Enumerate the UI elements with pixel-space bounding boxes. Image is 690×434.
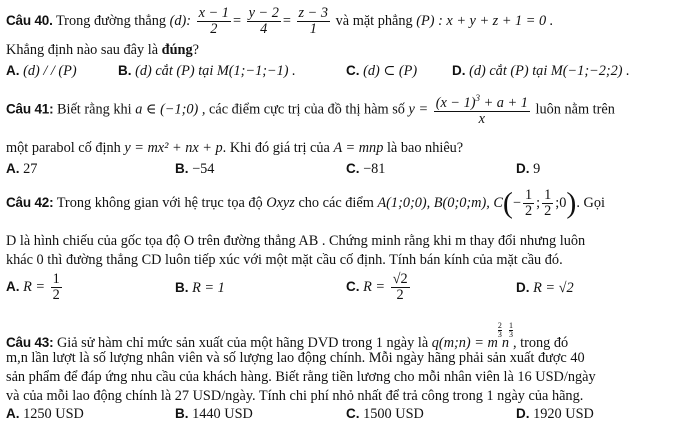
q40-question-pre: Khẳng định nào sau đây là xyxy=(6,42,159,58)
q41-option-b-text: −54 xyxy=(192,161,215,177)
q43-option-b-label: B. xyxy=(175,406,189,421)
q42-option-c[interactable] xyxy=(346,272,412,303)
q40-option-a-text: (d) / / (P) xyxy=(23,63,77,79)
q41-option-d[interactable] xyxy=(516,161,540,178)
q42-points: A(1;0;0), B(0;0;m), C xyxy=(377,194,503,211)
q41-option-c-text: −81 xyxy=(363,161,386,177)
q41-a-expr: A = mnp xyxy=(333,140,384,156)
q42-option-d-label: D. xyxy=(516,280,530,295)
q43-option-c-text: 1500 USD xyxy=(363,406,424,422)
q43-option-d-label: D. xyxy=(516,406,530,421)
q41-line2-pre: một parabol cố định xyxy=(6,140,121,156)
q42-option-c-frac: $\frac{√2}{2}$ xyxy=(392,271,408,303)
q41-number: Câu 41: xyxy=(6,101,54,117)
q40-option-a-label: A. xyxy=(6,63,20,78)
q40-option-d[interactable] xyxy=(452,63,630,80)
q41-stem xyxy=(6,94,615,127)
q41-option-a-label: A. xyxy=(6,161,20,176)
q42-line2: D là hình chiếu của gốc tọa độ O trên đường thẳng AB . Chứng minh rằng khi m thay đổi nhưng luôn xyxy=(6,233,586,249)
q42-option-c-label: C. xyxy=(346,278,360,294)
q42-option-b-text: R = 1 xyxy=(192,280,225,296)
q42-stem: Câu 42: Trong không gian với hệ trục tọa độ Oxyz cho các điểm A(1;0;0), B(0;0;m), C(− $\frac{1}{2}$ ; $\frac{1}{2}$ ;0). Gọi xyxy=(6,186,606,220)
q40-option-c-label: C. xyxy=(346,63,360,78)
q43-exp2: $\frac{1}{3}$ xyxy=(508,321,513,339)
q42-c-frac1: $\frac{1}{2}$ xyxy=(524,187,533,219)
q40-option-b-text: (d) cắt (P) tại M(1;−1;−1) . xyxy=(135,63,296,79)
q40-stem-mid: và mặt phẳng xyxy=(335,12,413,29)
q40-question-post: ? xyxy=(192,42,200,58)
q41-option-b-label: B. xyxy=(175,161,189,176)
q41-option-d-label: D. xyxy=(516,161,530,176)
q43-stem-post: , trong đó xyxy=(512,335,569,351)
q40-option-a[interactable] xyxy=(6,63,77,80)
q41-parabola: y = mx² + nx + p xyxy=(124,140,223,156)
q40-option-b-label: B. xyxy=(118,63,132,78)
q42-c-tail: ;0 xyxy=(555,194,567,211)
q42-option-b[interactable] xyxy=(175,280,225,297)
q40-option-c-text: (d) ⊂ (P) xyxy=(363,63,418,79)
q43-number: Câu 43: xyxy=(6,335,54,350)
q43-function: q(m;n) = m xyxy=(431,335,498,351)
q43-option-b[interactable] xyxy=(175,406,253,423)
q40-stem: Câu 40. Trong đường thẳng (d): $\frac{x - 1}{2}$ = $\frac{y - 2}{4}$ = $\frac{z - 3}{1}$ và mặt phẳng (P) : x + y + z + 1 = 0 . xyxy=(6,5,554,37)
q40-stem-pre: Trong đường thẳng xyxy=(55,12,167,29)
q43-line2: m,n lần lượt là số lượng nhân viên và số lượng lao động chính. Mỗi ngày hãng phải sản xuất được 40 xyxy=(6,350,585,366)
q40-option-d-text: (d) cắt (P) tại M(−1;−2;2) . xyxy=(469,63,630,79)
q40-frac-x: $\frac{x - 1}{2}$ xyxy=(198,5,229,37)
q42-option-b-label: B. xyxy=(175,280,189,295)
q41-option-a-text: 27 xyxy=(23,161,38,177)
q43-option-c[interactable] xyxy=(346,406,424,423)
q43-exp1: $\frac{2}{3}$ xyxy=(497,321,502,339)
q40-option-c[interactable] xyxy=(346,63,417,80)
q43-option-a-text: 1250 USD xyxy=(23,406,84,422)
q40-plane: (P) : x + y + z + 1 = 0 . xyxy=(416,12,554,29)
q41-option-d-text: 9 xyxy=(533,161,541,177)
q41-stem-post: luôn nằm trên xyxy=(535,101,615,118)
q40-question xyxy=(6,42,199,59)
q43-stem xyxy=(6,322,568,352)
q41-stem-pre: Biết rằng khi xyxy=(56,101,132,118)
q43-line4: và của mỗi lao động chính là 27 USD/ngày. Tính chi phí nhỏ nhất để trả công trong 1 ngày của hãng. xyxy=(6,388,584,404)
q41-function-fraction: $\frac{(x - 1)^3 + a + 1}{x}$ xyxy=(435,93,528,127)
q41-option-b[interactable] xyxy=(175,161,214,178)
q43-option-b-text: 1440 USD xyxy=(192,406,253,422)
q43-stem-pre: Giả sử hàm chỉ mức sản xuất của một hãng DVD trong 1 ngày là xyxy=(56,335,429,351)
q42-system: Oxyz xyxy=(266,194,295,211)
q43-line3: sản phẩm để đáp ứng nhu cầu của khách hàng. Biết rằng tiền lương cho mỗi nhân viên là 16 USD/ngày xyxy=(6,369,596,385)
q40-option-d-label: D. xyxy=(452,63,466,78)
q40-number: Câu 40. xyxy=(6,12,53,28)
q43-option-d-text: 1920 USD xyxy=(533,406,594,422)
q40-frac-y: $\frac{y - 2}{4}$ xyxy=(248,5,279,37)
q40-line-name: (d): xyxy=(169,12,192,29)
q42-option-a-pre: R = xyxy=(23,278,46,295)
q42-stem-post: . Gọi xyxy=(576,194,606,211)
q42-option-a-frac: $\frac{1}{2}$ xyxy=(52,271,60,303)
q42-stem-mid: cho các điểm xyxy=(298,194,374,211)
q41-line2-mid: . Khi đó giá trị của xyxy=(222,140,330,156)
q42-option-a[interactable] xyxy=(6,272,64,303)
q40-option-b[interactable] xyxy=(118,63,296,80)
q43-option-a[interactable] xyxy=(6,406,84,423)
q42-option-a-label: A. xyxy=(6,278,20,294)
q42-option-d[interactable] xyxy=(516,280,574,297)
q40-question-bold: đúng xyxy=(161,42,193,58)
q41-line2-post: là bao nhiêu? xyxy=(386,140,464,156)
q42-option-d-text: R = √2 xyxy=(533,280,574,296)
q42-line3: khác 0 thì đường thẳng CD luôn tiếp xúc với một mặt cầu cố định. Tính bán kính của mặt cầu đó. xyxy=(6,252,563,268)
q41-condition: a ∈ (−1;0) , xyxy=(135,101,206,118)
q41-option-c[interactable] xyxy=(346,161,385,178)
q43-option-c-label: C. xyxy=(346,406,360,421)
q42-c-frac2: $\frac{1}{2}$ xyxy=(544,187,552,219)
q41-option-c-label: C. xyxy=(346,161,360,176)
q41-stem-mid: các điểm cực trị của đồ thị hàm số xyxy=(209,101,405,118)
q42-stem-pre: Trong không gian với hệ trục tọa độ xyxy=(56,194,263,211)
q41-line2 xyxy=(6,140,463,157)
q41-option-a[interactable] xyxy=(6,161,37,178)
q42-number: Câu 42: xyxy=(6,194,54,210)
q40-frac-z: $\frac{z - 3}{1}$ xyxy=(298,5,329,37)
q43-option-d[interactable] xyxy=(516,406,594,423)
q42-c-minus: − xyxy=(512,194,521,211)
q42-option-c-pre: R = xyxy=(363,278,386,295)
q43-function-n: n xyxy=(501,335,509,351)
q41-y-eq: y = xyxy=(408,101,429,118)
q43-option-a-label: A. xyxy=(6,406,20,421)
